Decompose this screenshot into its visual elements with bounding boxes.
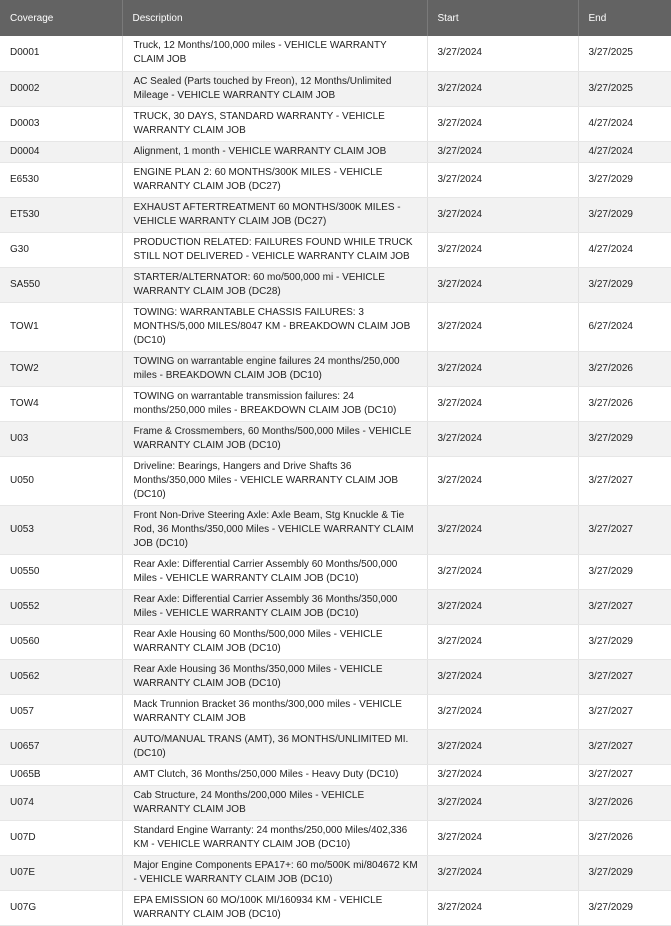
description-cell: Standard Engine Warranty: 24 months/250,000 Miles/402,336 KM - VEHICLE WARRANTY CLAIM JOB (DC10) — [122, 820, 427, 855]
coverage-code-cell: U074 — [0, 785, 122, 820]
table-row[interactable] — [0, 302, 671, 351]
table-row[interactable] — [0, 729, 671, 764]
description-cell: TRUCK, 30 DAYS, STANDARD WARRANTY - VEHICLE WARRANTY CLAIM JOB — [122, 106, 427, 141]
end-date-cell: 4/27/2024 — [578, 106, 671, 141]
table-row[interactable] — [0, 820, 671, 855]
end-date-cell: 3/27/2027 — [578, 764, 671, 785]
table-row[interactable] — [0, 386, 671, 421]
coverage-code-cell: U07G — [0, 890, 122, 925]
end-date-cell: 3/27/2029 — [578, 855, 671, 890]
start-date-cell: 3/27/2024 — [427, 820, 578, 855]
end-date-cell: 3/27/2029 — [578, 624, 671, 659]
table-row[interactable] — [0, 785, 671, 820]
table-row[interactable] — [0, 162, 671, 197]
end-date-cell: 3/27/2029 — [578, 267, 671, 302]
end-date-cell: 3/27/2025 — [578, 71, 671, 106]
description-cell: Rear Axle: Differential Carrier Assembly 60 Months/500,000 Miles - VEHICLE WARRANTY CLAIM JOB (DC10) — [122, 554, 427, 589]
start-date-cell: 3/27/2024 — [427, 624, 578, 659]
description-cell: ENGINE PLAN 2: 60 MONTHS/300K MILES - VEHICLE WARRANTY CLAIM JOB (DC27) — [122, 162, 427, 197]
description-cell: AMT Clutch, 36 Months/250,000 Miles - Heavy Duty (DC10) — [122, 764, 427, 785]
description-cell: Cab Structure, 24 Months/200,000 Miles - VEHICLE WARRANTY CLAIM JOB — [122, 785, 427, 820]
start-date-cell: 3/27/2024 — [427, 302, 578, 351]
coverage-code-cell: U0657 — [0, 729, 122, 764]
coverage-code-cell: U065B — [0, 764, 122, 785]
coverage-code-cell: ET530 — [0, 197, 122, 232]
table-row[interactable] — [0, 141, 671, 162]
description-cell: Truck, 12 Months/100,000 miles - VEHICLE WARRANTY CLAIM JOB — [122, 36, 427, 71]
table-row[interactable] — [0, 421, 671, 456]
table-header — [0, 0, 671, 36]
coverage-code-cell: U07E — [0, 855, 122, 890]
coverage-code-cell: U03 — [0, 421, 122, 456]
start-date-cell: 3/27/2024 — [427, 785, 578, 820]
start-date-cell: 3/27/2024 — [427, 106, 578, 141]
end-date-cell: 4/27/2024 — [578, 141, 671, 162]
table-row[interactable] — [0, 232, 671, 267]
description-cell: Mack Trunnion Bracket 36 months/300,000 miles - VEHICLE WARRANTY CLAIM JOB — [122, 694, 427, 729]
start-date-cell: 3/27/2024 — [427, 890, 578, 925]
start-date-cell: 3/27/2024 — [427, 71, 578, 106]
start-date-cell: 3/27/2024 — [427, 729, 578, 764]
coverage-code-cell: U057 — [0, 694, 122, 729]
table-body — [0, 36, 671, 925]
start-date-cell: 3/27/2024 — [427, 505, 578, 554]
end-date-cell: 3/27/2029 — [578, 197, 671, 232]
end-date-cell: 3/27/2026 — [578, 820, 671, 855]
end-date-cell: 3/27/2026 — [578, 351, 671, 386]
table-row[interactable] — [0, 106, 671, 141]
end-date-cell: 6/27/2024 — [578, 302, 671, 351]
description-cell: TOWING on warrantable transmission failures: 24 months/250,000 miles - BREAKDOWN CLAIM JOB (DC10) — [122, 386, 427, 421]
table-row[interactable] — [0, 36, 671, 71]
table-row[interactable] — [0, 505, 671, 554]
table-row[interactable] — [0, 554, 671, 589]
table-row[interactable] — [0, 267, 671, 302]
coverage-code-cell: SA550 — [0, 267, 122, 302]
start-date-cell: 3/27/2024 — [427, 386, 578, 421]
end-date-cell: 3/27/2026 — [578, 785, 671, 820]
end-date-cell: 4/27/2024 — [578, 232, 671, 267]
description-cell: AUTO/MANUAL TRANS (AMT), 36 MONTHS/UNLIMITED MI. (DC10) — [122, 729, 427, 764]
start-date-cell: 3/27/2024 — [427, 267, 578, 302]
description-cell: Major Engine Components EPA17+: 60 mo/500K mi/804672 KM - VEHICLE WARRANTY CLAIM JOB (DC10) — [122, 855, 427, 890]
description-cell: PRODUCTION RELATED: FAILURES FOUND WHILE TRUCK STILL NOT DELIVERED - VEHICLE WARRANTY CLAIM JOB — [122, 232, 427, 267]
start-date-cell: 3/27/2024 — [427, 694, 578, 729]
table-row[interactable] — [0, 71, 671, 106]
description-cell: Rear Axle Housing 36 Months/350,000 Miles - VEHICLE WARRANTY CLAIM JOB (DC10) — [122, 659, 427, 694]
start-date-cell: 3/27/2024 — [427, 421, 578, 456]
coverage-code-cell: D0003 — [0, 106, 122, 141]
end-date-cell: 3/27/2026 — [578, 386, 671, 421]
coverage-code-cell: G30 — [0, 232, 122, 267]
coverage-code-cell: D0002 — [0, 71, 122, 106]
coverage-code-cell: U0550 — [0, 554, 122, 589]
coverage-code-cell: E6530 — [0, 162, 122, 197]
end-date-cell: 3/27/2027 — [578, 729, 671, 764]
header-row — [0, 0, 671, 36]
end-date-cell: 3/27/2029 — [578, 554, 671, 589]
coverage-code-cell: U0560 — [0, 624, 122, 659]
column-header-description[interactable]: Description — [122, 0, 427, 36]
table-row[interactable] — [0, 659, 671, 694]
coverage-code-cell: D0001 — [0, 36, 122, 71]
coverage-code-cell: U0552 — [0, 589, 122, 624]
column-header-start[interactable]: Start — [427, 0, 578, 36]
column-header-end[interactable]: End — [578, 0, 671, 36]
start-date-cell: 3/27/2024 — [427, 589, 578, 624]
table-row[interactable] — [0, 351, 671, 386]
description-cell: STARTER/ALTERNATOR: 60 mo/500,000 mi - VEHICLE WARRANTY CLAIM JOB (DC28) — [122, 267, 427, 302]
coverage-code-cell: U0562 — [0, 659, 122, 694]
end-date-cell: 3/27/2029 — [578, 890, 671, 925]
end-date-cell: 3/27/2027 — [578, 589, 671, 624]
coverage-code-cell: U050 — [0, 456, 122, 505]
table-row[interactable] — [0, 589, 671, 624]
coverage-code-cell: TOW2 — [0, 351, 122, 386]
table-row[interactable] — [0, 694, 671, 729]
end-date-cell: 3/27/2029 — [578, 162, 671, 197]
description-cell: Front Non-Drive Steering Axle: Axle Beam, Stg Knuckle & Tie Rod, 36 Months/350,000 Miles - VEHICLE WARRANTY CLAIM JOB (DC10) — [122, 505, 427, 554]
start-date-cell: 3/27/2024 — [427, 351, 578, 386]
description-cell: TOWING: WARRANTABLE CHASSIS FAILURES: 3 MONTHS/5,000 MILES/8047 KM - BREAKDOWN CLAIM JOB (DC10) — [122, 302, 427, 351]
end-date-cell: 3/27/2027 — [578, 659, 671, 694]
coverage-code-cell: U07D — [0, 820, 122, 855]
coverage-code-cell: TOW4 — [0, 386, 122, 421]
start-date-cell: 3/27/2024 — [427, 162, 578, 197]
start-date-cell: 3/27/2024 — [427, 855, 578, 890]
description-cell: TOWING on warrantable engine failures 24 months/250,000 miles - BREAKDOWN CLAIM JOB (DC10) — [122, 351, 427, 386]
start-date-cell: 3/27/2024 — [427, 141, 578, 162]
description-cell: Driveline: Bearings, Hangers and Drive Shafts 36 Months/350,000 Miles - VEHICLE WARRANTY CLAIM JOB (DC10) — [122, 456, 427, 505]
coverage-code-cell: D0004 — [0, 141, 122, 162]
description-cell: Alignment, 1 month - VEHICLE WARRANTY CLAIM JOB — [122, 141, 427, 162]
description-cell: EXHAUST AFTERTREATMENT 60 MONTHS/300K MILES - VEHICLE WARRANTY CLAIM JOB (DC27) — [122, 197, 427, 232]
table-row[interactable] — [0, 855, 671, 890]
coverage-code-cell: U053 — [0, 505, 122, 554]
start-date-cell: 3/27/2024 — [427, 554, 578, 589]
start-date-cell: 3/27/2024 — [427, 456, 578, 505]
end-date-cell: 3/27/2027 — [578, 505, 671, 554]
table-row[interactable] — [0, 456, 671, 505]
end-date-cell: 3/27/2027 — [578, 456, 671, 505]
end-date-cell: 3/27/2029 — [578, 421, 671, 456]
table-row[interactable] — [0, 890, 671, 925]
description-cell: AC Sealed (Parts touched by Freon), 12 Months/Unlimited Mileage - VEHICLE WARRANTY CLAIM JOB — [122, 71, 427, 106]
start-date-cell: 3/27/2024 — [427, 764, 578, 785]
column-header-coverage[interactable]: Coverage — [0, 0, 122, 36]
description-cell: Frame & Crossmembers, 60 Months/500,000 Miles - VEHICLE WARRANTY CLAIM JOB (DC10) — [122, 421, 427, 456]
coverage-code-cell: TOW1 — [0, 302, 122, 351]
end-date-cell: 3/27/2027 — [578, 694, 671, 729]
start-date-cell: 3/27/2024 — [427, 197, 578, 232]
description-cell: EPA EMISSION 60 MO/100K MI/160934 KM - VEHICLE WARRANTY CLAIM JOB (DC10) — [122, 890, 427, 925]
start-date-cell: 3/27/2024 — [427, 659, 578, 694]
end-date-cell: 3/27/2025 — [578, 36, 671, 71]
description-cell: Rear Axle Housing 60 Months/500,000 Miles - VEHICLE WARRANTY CLAIM JOB (DC10) — [122, 624, 427, 659]
table-row[interactable] — [0, 624, 671, 659]
table-row[interactable] — [0, 764, 671, 785]
table-row[interactable] — [0, 197, 671, 232]
start-date-cell: 3/27/2024 — [427, 232, 578, 267]
start-date-cell: 3/27/2024 — [427, 36, 578, 71]
description-cell: Rear Axle: Differential Carrier Assembly 36 Months/350,000 Miles - VEHICLE WARRANTY CLAIM JOB (DC10) — [122, 589, 427, 624]
